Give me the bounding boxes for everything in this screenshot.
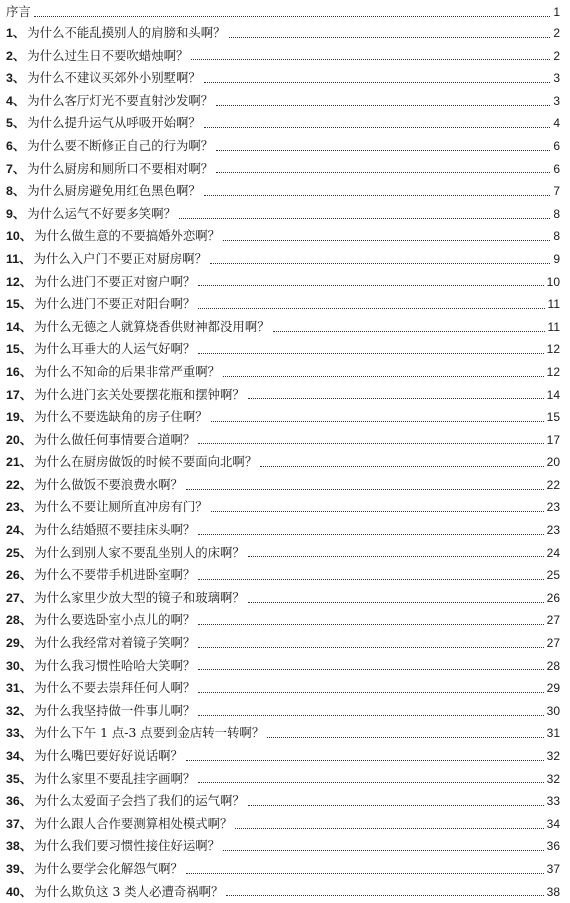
toc-entry-page-number: 10: [546, 274, 560, 289]
toc-entry-title: 为什么不能乱摸别人的肩膀和头啊？: [27, 25, 226, 40]
toc-entry[interactable]: [6, 135, 560, 158]
toc-entry-page-number: 20: [546, 455, 560, 470]
toc-entry-page-number: 8: [553, 229, 560, 244]
dot-leader: [186, 489, 544, 490]
toc-entry-page-number: 6: [553, 161, 560, 176]
toc-entry-page-number: 37: [546, 861, 560, 876]
toc-entry-page-number: 32: [546, 771, 560, 786]
toc-entry-number: 39、: [6, 861, 33, 876]
toc-entry-title: 为什么入户门不要正对厨房啊？: [33, 250, 207, 266]
toc-entry-page-number: 12: [546, 342, 560, 357]
toc-entry-page-number: 14: [546, 387, 560, 402]
toc-entry-page-number: 15: [546, 410, 560, 425]
toc-entry-title: 为什么不要去崇拜任何人啊？: [34, 680, 196, 696]
toc-entry-number: 35、: [6, 771, 33, 786]
toc-entry[interactable]: [6, 700, 560, 723]
toc-entry-number: 15、: [6, 297, 33, 312]
toc-entry-number: 25、: [6, 545, 33, 560]
dot-leader: [179, 218, 550, 219]
toc-entry-title: 为什么提升运气从呼吸开始啊？: [27, 115, 201, 131]
dot-leader: [198, 308, 544, 309]
toc-entry[interactable]: [6, 316, 560, 339]
dot-leader: [226, 895, 543, 896]
dot-leader: [260, 466, 543, 467]
dot-leader: [216, 172, 550, 173]
dot-leader: [204, 127, 551, 128]
toc-entry-page-number: 12: [546, 364, 560, 379]
toc-entry-title: 为什么做饭不要浪费水啊？: [34, 476, 183, 492]
toc-entry[interactable]: [6, 881, 560, 903]
dot-leader: [204, 82, 551, 83]
toc-entry[interactable]: [6, 248, 560, 271]
toc-entry[interactable]: [6, 271, 560, 294]
toc-entry-page-number: 34: [546, 816, 560, 831]
dot-leader: [198, 443, 543, 444]
toc-entry[interactable]: [6, 384, 560, 407]
dot-leader: [248, 556, 544, 557]
toc-entry-number: 12、: [6, 274, 33, 289]
toc-entry-title: 为什么我经常对着镜子笑啊？: [34, 635, 196, 651]
toc-entry-title: 为什么进门不要正对阳台啊？: [34, 296, 196, 312]
toc-entry-number: 17、: [6, 387, 33, 402]
toc-entry-page-number: 2: [553, 26, 560, 40]
toc-entry[interactable]: [6, 225, 560, 248]
toc-entry-title: 为什么无德之人就算烧香供财神都没用啊？: [34, 318, 270, 334]
toc-entry[interactable]: [6, 45, 560, 68]
dot-leader: [198, 353, 543, 354]
toc-entry[interactable]: [6, 158, 560, 181]
toc-entry-number: 1、: [6, 26, 26, 40]
dot-leader: [223, 240, 550, 241]
toc-entry-number: 33、: [6, 726, 33, 741]
dot-leader: [248, 805, 544, 806]
toc-entry-title: 为什么结婚照不要挂床头啊？: [34, 522, 196, 538]
toc-entry[interactable]: [6, 519, 560, 542]
toc-entry-page-number: 11: [547, 319, 560, 334]
toc-entry[interactable]: [6, 564, 560, 587]
toc-entry[interactable]: [6, 542, 560, 565]
toc-entry-title: 为什么不要带手机进卧室啊？: [34, 567, 196, 583]
toc-entry-page-number: 38: [546, 884, 560, 899]
toc-entry[interactable]: [6, 722, 560, 745]
toc-entry-page-number: 11: [547, 297, 560, 312]
dot-leader: [248, 602, 544, 603]
toc-entry-page-number: 2: [553, 48, 560, 63]
dot-leader: [229, 37, 551, 38]
toc-entry-page-number: 22: [546, 477, 560, 492]
dot-leader: [204, 195, 551, 196]
toc-entry-title: 为什么我坚持做一件事儿啊？: [34, 702, 196, 718]
toc-entry[interactable]: [6, 609, 560, 632]
toc-entry-number: 6、: [6, 138, 26, 153]
dot-leader: [198, 692, 543, 693]
toc-entry-number: 10、: [6, 229, 33, 244]
toc-entry-page-number: 4: [553, 116, 560, 131]
toc-entry-number: 28、: [6, 613, 33, 628]
toc-entry-title: 为什么太爱面子会挡了我们的运气啊？: [34, 793, 245, 809]
toc-entry-page-number: 29: [546, 681, 560, 696]
toc-entry-title: 为什么我习惯性哈哈大笑啊？: [34, 657, 196, 673]
toc-entry[interactable]: [6, 790, 560, 813]
toc-entry[interactable]: [6, 406, 560, 429]
toc-entry-number: 38、: [6, 839, 33, 854]
toc-entry-title: 为什么家里少放大型的镜子和玻璃啊？: [34, 589, 245, 605]
dot-leader: [267, 737, 543, 738]
toc-entry-number: 5、: [6, 116, 26, 131]
toc-entry-title: 为什么做生意的不要搞婚外恋啊？: [34, 228, 221, 244]
toc-entry-title: 为什么跟人合作要测算相处模式啊？: [34, 815, 233, 831]
toc-entry-page-number: 6: [553, 138, 560, 153]
toc-entry-title: 为什么不建议买郊外小别墅啊？: [27, 70, 201, 86]
dot-leader: [198, 624, 543, 625]
toc-entry[interactable]: [6, 496, 560, 519]
dot-leader: [198, 669, 543, 670]
toc-entry-number: 9、: [6, 206, 26, 221]
toc-entry[interactable]: [6, 338, 560, 361]
toc-entry-title: 为什么进门玄关处要摆花瓶和摆钟啊？: [34, 386, 245, 402]
toc-entry-page-number: 24: [546, 545, 560, 560]
dot-leader: [198, 715, 543, 716]
toc-entry-preface[interactable]: [6, 2, 560, 22]
toc-entry[interactable]: [6, 474, 560, 497]
toc-entry-title: 为什么客厅灯光不要直射沙发啊？: [27, 92, 214, 108]
toc-entry-number: 3、: [6, 71, 26, 86]
toc-entry-page-number: 23: [546, 500, 560, 515]
toc-entry-number: 34、: [6, 749, 33, 763]
toc-entry-title: 为什么耳垂大的人运气好啊？: [34, 341, 196, 357]
dot-leader: [186, 873, 544, 874]
toc-entry-page-number: 23: [546, 523, 560, 538]
toc-entry[interactable]: [6, 632, 560, 655]
dot-leader: [34, 16, 551, 17]
toc-entry-title: 为什么厨房和厕所口不要相对啊？: [27, 160, 214, 176]
toc-entry[interactable]: [6, 451, 560, 474]
toc-entry-page-number: 3: [553, 93, 560, 108]
toc-entry-page-number: 27: [546, 636, 560, 651]
toc-entry-number: 7、: [6, 161, 26, 176]
toc-entry-number: 16、: [6, 364, 33, 379]
dot-leader: [191, 59, 550, 60]
toc-entry-page-number: 31: [546, 726, 560, 741]
toc-entry-title: 为什么不知命的后果非常严重啊？: [34, 363, 221, 379]
dot-leader: [211, 421, 544, 422]
dot-leader: [210, 263, 550, 264]
toc-entry-page-number: 26: [546, 590, 560, 605]
toc-entry[interactable]: [6, 745, 560, 768]
toc-entry[interactable]: [6, 180, 560, 203]
toc-entry-title: 为什么运气不好要多笑啊？: [27, 205, 176, 221]
toc-entry-number: 24、: [6, 523, 33, 538]
toc-entry-number: 31、: [6, 681, 33, 696]
toc-entry-title: 为什么要学会化解怨气啊？: [34, 860, 183, 876]
toc-entry-page-number: 30: [546, 703, 560, 718]
dot-leader: [211, 511, 544, 512]
toc-entry-number: 20、: [6, 432, 33, 447]
dot-leader: [248, 398, 544, 399]
toc-entry-number: 23、: [6, 500, 33, 515]
dot-leader: [198, 579, 543, 580]
toc-entry-number: 32、: [6, 703, 33, 718]
dot-leader: [186, 760, 544, 761]
toc-entry[interactable]: [6, 587, 560, 610]
toc-entry-number: 11、: [6, 251, 32, 266]
toc-entry-title: 序言: [6, 4, 31, 19]
toc-entry-page-number: 28: [546, 658, 560, 673]
toc-entry-page-number: 1: [553, 5, 560, 19]
toc-entry-title: 为什么要不断修正自己的行为啊？: [27, 137, 214, 153]
toc-entry-title: 为什么在厨房做饭的时候不要面向北啊？: [34, 454, 258, 470]
toc-entry-number: 2、: [6, 48, 26, 63]
toc-entry-page-number: 33: [546, 794, 560, 809]
toc-entry-number: 22、: [6, 477, 33, 492]
toc-entry-number: 40、: [6, 884, 33, 899]
toc-entry-page-number: 3: [553, 71, 560, 86]
dot-leader: [216, 150, 550, 151]
toc-entry[interactable]: [6, 813, 560, 836]
toc-entry-number: 4、: [6, 93, 26, 108]
toc-entry-number: 19、: [6, 410, 33, 425]
toc-entry-title: 为什么到别人家不要乱坐别人的床啊？: [34, 544, 245, 560]
toc-entry-title: 为什么不要让厕所直冲房有门？: [34, 499, 208, 515]
toc-entry-page-number: 36: [546, 839, 560, 854]
toc-entry[interactable]: [6, 293, 560, 316]
toc-entry-page-number: 32: [546, 749, 560, 763]
dot-leader: [198, 647, 543, 648]
toc-entry-title: 为什么嘴巴要好好说话啊？: [34, 748, 183, 763]
toc-entry-page-number: 27: [546, 613, 560, 628]
toc-entry[interactable]: [6, 835, 560, 858]
toc-entry-number: 30、: [6, 658, 33, 673]
toc-entry-number: 15、: [6, 342, 33, 357]
toc-entry-title: 为什么厨房避免用红色黑色啊？: [27, 183, 201, 199]
dot-leader: [198, 285, 543, 286]
toc-entry-title: 为什么做任何事情要合道啊？: [34, 431, 196, 447]
toc-entry-title: 为什么下午 1 点-3 点要到金店转一转啊？: [34, 725, 265, 741]
dot-leader: [198, 534, 543, 535]
dot-leader: [235, 828, 543, 829]
toc-entry-title: 为什么要选卧室小点儿的啊？: [34, 612, 196, 628]
toc-entry-number: 26、: [6, 568, 33, 583]
dot-leader: [223, 850, 544, 851]
toc-entry-number: 8、: [6, 184, 26, 199]
toc-entry-title: 为什么我们要习惯性接住好运啊？: [34, 838, 221, 854]
toc-entry-number: 21、: [6, 455, 33, 470]
toc-entry[interactable]: [6, 677, 560, 700]
toc-entry[interactable]: [6, 67, 560, 90]
toc-entry-title: 为什么欺负这 3 类人必遭奇祸啊？: [34, 883, 224, 899]
toc-entry[interactable]: [6, 858, 560, 881]
toc-entry[interactable]: [6, 768, 560, 791]
toc-entry-title: 为什么不要选缺角的房子住啊？: [34, 409, 208, 425]
toc-entry-page-number: 7: [553, 184, 560, 199]
toc-entry-page-number: 8: [553, 206, 560, 221]
toc-entry-page-number: 25: [546, 568, 560, 583]
toc-entry[interactable]: [6, 429, 560, 452]
toc-entry[interactable]: [6, 22, 560, 45]
toc-entry[interactable]: [6, 90, 560, 113]
toc-entry-number: 36、: [6, 794, 33, 809]
toc-entry[interactable]: [6, 112, 560, 135]
toc-entry-title: 为什么家里不要乱挂字画啊？: [34, 770, 196, 786]
toc-entry-number: 37、: [6, 816, 33, 831]
toc-entry-number: 29、: [6, 636, 33, 651]
dot-leader: [273, 331, 545, 332]
toc-entry-page-number: 17: [546, 432, 560, 447]
toc-entry-number: 14、: [6, 319, 33, 334]
dot-leader: [198, 782, 543, 783]
toc-entry[interactable]: [6, 203, 560, 226]
toc-entry[interactable]: [6, 361, 560, 384]
toc-entry-number: 27、: [6, 590, 33, 605]
toc-entry-page-number: 9: [553, 251, 560, 266]
toc-entry-title: 为什么过生日不要吹蜡烛啊？: [27, 47, 189, 63]
toc-entry[interactable]: [6, 655, 560, 678]
dot-leader: [223, 376, 544, 377]
toc-entry-title: 为什么进门不要正对窗户啊？: [34, 273, 196, 289]
dot-leader: [216, 105, 550, 106]
